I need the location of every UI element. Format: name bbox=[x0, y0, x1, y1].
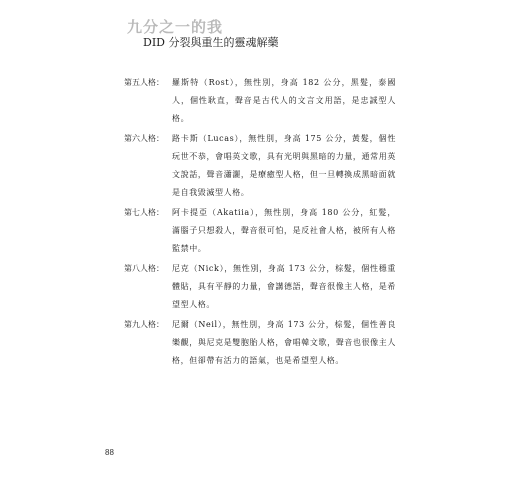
entry-text: 羅斯特（Rost），無性別，身高 182 公分，黑髮，泰國人，個性耿直，聲音是古代人的文言文用語，是忠誠型人格。 bbox=[172, 78, 396, 123]
entry-label: 第五人格： bbox=[124, 78, 164, 87]
list-item bbox=[124, 260, 396, 314]
running-header bbox=[127, 18, 427, 50]
entry-label: 第六人格： bbox=[124, 134, 164, 143]
entry-text: 尼爾（Neil），無性別，身高 173 公分，棕髮，個性善良樂觀，與尼克是雙胞胎人格，會唱韓文歌，聲音也很像主人格，但卻帶有活力的語氣，也是希望型人格。 bbox=[172, 320, 396, 365]
entry-label: 第八人格： bbox=[124, 264, 164, 273]
entry-label: 第九人格： bbox=[124, 320, 164, 329]
book-title: 九分之一的我 bbox=[127, 18, 224, 36]
list-item bbox=[124, 74, 396, 128]
entry-text: 路卡斯（Lucas），無性別，身高 175 公分，黃髮，個性玩世不恭，會唱英文歌，具有光明與黑暗的力量，通常用英文說話，聲音瀟灑，是療癒型人格，但一旦轉換成黑暗面就是自我毀滅型人格。 bbox=[172, 134, 396, 197]
entry-text: 阿卡提亞（Akatiia），無性別，身高 180 公分，紅髮，滿腦子只想殺人，聲音很可怕，是反社會人格，被所有人格監禁中。 bbox=[172, 208, 396, 253]
list-item bbox=[124, 316, 396, 370]
personality-list bbox=[124, 74, 396, 372]
book-subtitle: DID 分裂與重生的靈魂解藥 bbox=[143, 36, 279, 49]
list-item bbox=[124, 130, 396, 202]
entry-text: 尼克（Nick），無性別，身高 173 公分，棕髮，個性穩重體貼，具有平靜的力量，會講德語，聲音很像主人格，是希望型人格。 bbox=[172, 264, 396, 309]
list-item bbox=[124, 204, 396, 258]
entry-label: 第七人格： bbox=[124, 208, 164, 217]
page-number: 88 bbox=[105, 448, 114, 457]
